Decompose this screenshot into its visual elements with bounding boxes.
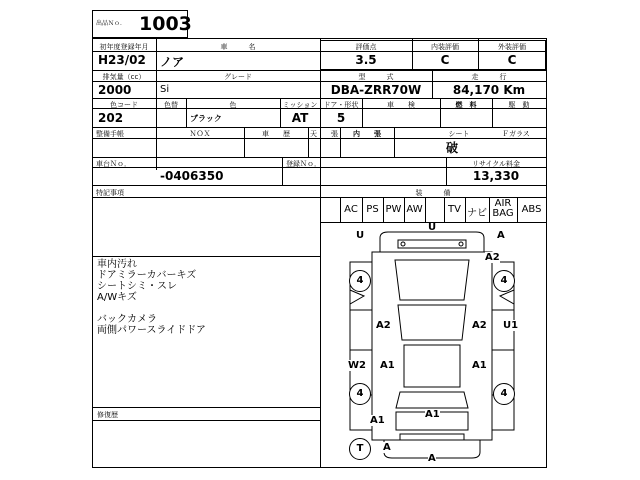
remark-line: バックカメラ (97, 314, 157, 325)
equipment-abs: ABS (521, 204, 542, 215)
header-model: 型 式 (358, 73, 394, 81)
equipment-airbag-2: BAG (492, 208, 514, 219)
tire-rear-left: 4 (349, 383, 371, 405)
remark-line: A/Wキズ (97, 292, 137, 303)
header-mileage: 走 行 (471, 73, 507, 81)
header-remarks: 特記事項 (96, 189, 124, 197)
equipment-aw: AW (406, 204, 423, 215)
header-color: 色 (229, 101, 237, 109)
header-interior: 内装評価 (431, 43, 459, 51)
header-door-shape: ドア・形状 (323, 101, 359, 109)
header-transmission: ミッション (282, 101, 318, 109)
equipment-navi: ナビ (467, 208, 487, 219)
header-recycle: リサイクル料金 (471, 160, 521, 168)
equipment-airbag-1: AIR (494, 198, 512, 209)
equipment-ps: PS (366, 204, 379, 215)
equipment-pw: PW (385, 204, 402, 215)
value-car-name: ノア (160, 55, 185, 69)
header-seat: シート (448, 130, 470, 138)
value-transmission: AT (291, 111, 309, 125)
header-history: 車 歴 (262, 130, 290, 138)
header-chassis-no: 車台Ｎｏ． (96, 160, 131, 168)
header-equipment: 装 備 (415, 189, 451, 197)
value-color-code: 202 (98, 111, 124, 125)
header-exterior: 外装評価 (498, 43, 526, 51)
header-f-glass: Ｆガラス (502, 130, 530, 138)
damage-mark: W2 (348, 360, 366, 371)
lot-number-label: 出品Ｎｏ． (96, 20, 127, 27)
damage-mark: A1 (370, 415, 385, 426)
tire-front-right: 4 (493, 270, 515, 292)
header-fuel: 燃 料 (455, 101, 477, 109)
value-color: ブラック (190, 114, 222, 123)
damage-mark: U (356, 230, 365, 241)
damage-mark: A (497, 230, 505, 241)
value-seat: 破 (446, 141, 459, 155)
value-chassis-no: -0406350 (160, 169, 224, 183)
header-interior-roof: 内 張 (353, 130, 381, 138)
equipment-tv: TV (448, 204, 461, 215)
damage-mark: A2 (485, 252, 500, 263)
value-score: 3.5 (355, 53, 377, 67)
lot-number-value: 1003 (139, 13, 192, 35)
header-drive: 駆 動 (508, 101, 530, 109)
value-displacement: 2000 (98, 83, 132, 97)
header-sunroof: 天 張 (310, 130, 338, 138)
value-model: DBA-ZRR70W (330, 83, 422, 97)
damage-mark: A1 (472, 360, 487, 371)
remark-line: ドアミラーカバーキズ (97, 270, 197, 281)
header-grade: グレード (224, 73, 252, 81)
header-color-code: 色コード (110, 101, 138, 109)
header-manual: 整備手帳 (96, 130, 124, 138)
remark-line: シートシミ・スレ (97, 281, 177, 292)
value-mileage: 84,170 Km (452, 83, 526, 97)
tire-front-left: 4 (349, 270, 371, 292)
header-nox: ＮＯＸ (189, 130, 211, 138)
value-door-shape: 5 (336, 111, 346, 125)
value-grade: Si (160, 84, 170, 95)
value-first-reg: H23/02 (98, 53, 146, 67)
remark-line: 両側パワースライドドア (97, 325, 206, 336)
tire-rear-right: 4 (493, 383, 515, 405)
header-displacement: 排気量（cc） (102, 73, 146, 81)
header-reg-no: 登録Ｎｏ． (286, 160, 321, 168)
spare-tire: T (349, 438, 371, 460)
value-interior: C (440, 53, 450, 67)
header-first-reg: 初年度登録年月 (99, 43, 149, 51)
damage-mark: A2 (472, 320, 487, 331)
damage-mark: U (428, 222, 437, 233)
header-color-change: 色替 (164, 101, 178, 109)
damage-mark: A2 (376, 320, 391, 331)
remark-line: 車内汚れ (97, 259, 137, 270)
equipment-ac: AC (344, 204, 358, 215)
header-repair: 修復歴 (97, 411, 118, 419)
damage-mark: A1 (425, 409, 440, 420)
header-score: 評価点 (355, 43, 377, 51)
value-recycle: 13,330 (472, 169, 520, 183)
damage-mark: A (428, 453, 436, 464)
damage-mark: A (383, 442, 391, 453)
damage-mark: U1 (503, 320, 519, 331)
header-car-name: 車 名 (220, 43, 256, 51)
value-exterior: C (507, 53, 517, 67)
header-inspection: 車 検 (387, 101, 415, 109)
damage-mark: A1 (380, 360, 395, 371)
